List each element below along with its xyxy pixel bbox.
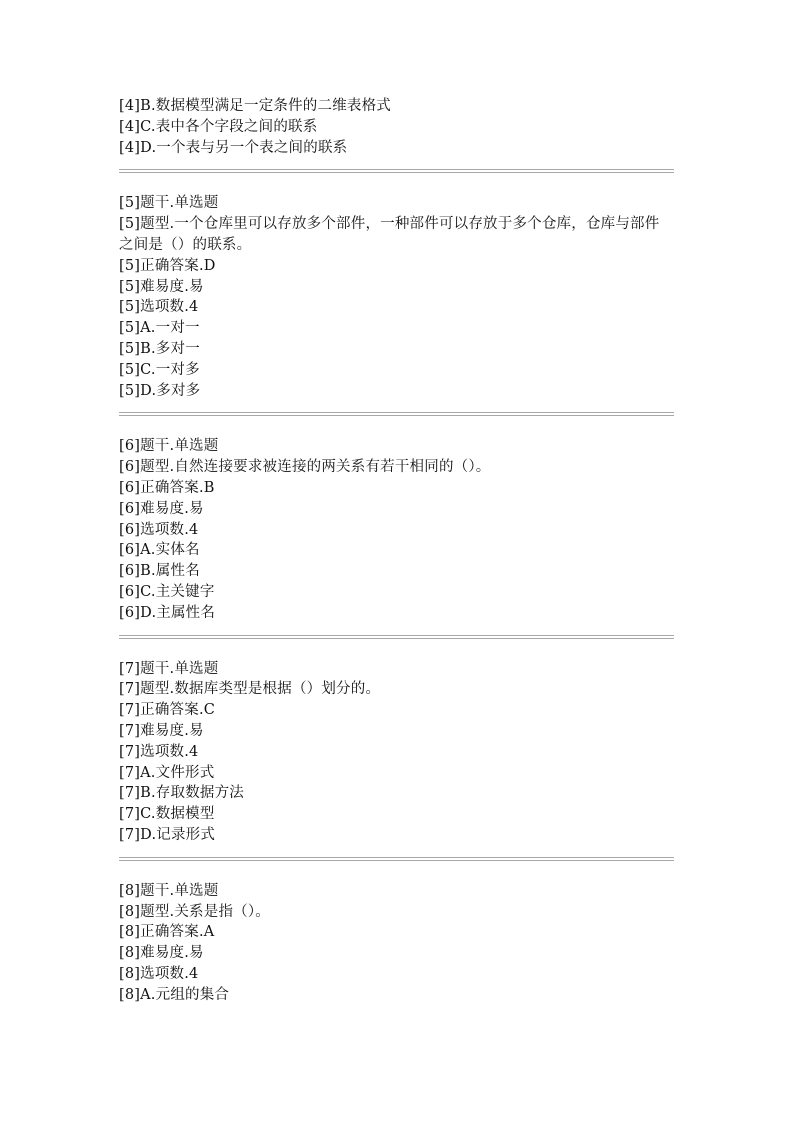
correct-answer: [8]正确答案.A — [119, 924, 215, 941]
option-d: [5]D.多对多 — [119, 382, 201, 399]
option-c: [5]C.一对多 — [119, 361, 200, 378]
option-count: [8]选项数.4 — [119, 965, 199, 982]
option-d: [6]D.主属性名 — [119, 604, 216, 621]
difficulty: [8]难易度.易 — [119, 945, 204, 962]
option-c: [7]C.数据模型 — [119, 806, 215, 823]
difficulty: [5]难易度.易 — [119, 278, 204, 295]
option-a: [7]A.文件形式 — [119, 764, 215, 781]
option-d: [7]D.记录形式 — [119, 826, 216, 843]
question-title: [6]题干.单选题 — [119, 438, 219, 455]
correct-answer: [6]正确答案.B — [119, 479, 215, 496]
option-a: [8]A.元组的集合 — [119, 986, 230, 1003]
option-b: [7]B.存取数据方法 — [119, 785, 245, 802]
option-count: [6]选项数.4 — [119, 521, 199, 538]
question-5 — [119, 193, 674, 401]
section-divider — [119, 635, 674, 639]
option-line: [4]B.数据模型满足一定条件的二维表格式 — [119, 98, 392, 114]
question-stem: [5]题型.一个仓库里可以存放多个部件，一种部件可以存放于多个仓库，仓库与部件之间是（）的联系。 — [119, 216, 660, 253]
option-count: [5]选项数.4 — [119, 299, 199, 316]
question-6 — [119, 436, 674, 623]
question-4-fragment — [119, 96, 674, 158]
question-title: [7]题干.单选题 — [119, 660, 219, 677]
question-8 — [119, 881, 674, 1006]
question-7 — [119, 659, 674, 846]
question-stem: [7]题型.数据库类型是根据（）划分的。 — [119, 681, 381, 698]
option-count: [7]选项数.4 — [119, 743, 199, 760]
option-a: [5]A.一对一 — [119, 320, 200, 337]
section-divider — [119, 412, 674, 416]
option-line: [4]C.表中各个字段之间的联系 — [119, 118, 318, 135]
question-title: [8]题干.单选题 — [119, 882, 219, 899]
option-a: [6]A.实体名 — [119, 542, 200, 559]
question-title: [5]题干.单选题 — [119, 195, 219, 212]
section-divider — [119, 169, 674, 173]
option-line: [4]D.一个表与另一个表之间的联系 — [119, 139, 348, 156]
option-b: [5]B.多对一 — [119, 340, 200, 357]
option-b: [6]B.属性名 — [119, 563, 200, 580]
section-divider — [119, 857, 674, 861]
difficulty: [6]难易度.易 — [119, 500, 204, 517]
question-stem: [8]题型.关系是指（）。 — [119, 903, 270, 920]
difficulty: [7]难易度.易 — [119, 722, 204, 739]
correct-answer: [5]正确答案.D — [119, 257, 216, 274]
correct-answer: [7]正确答案.C — [119, 702, 216, 719]
question-stem: [6]题型.自然连接要求被连接的两关系有若干相同的（）。 — [119, 459, 491, 476]
option-c: [6]C.主关键字 — [119, 583, 215, 600]
document-page — [119, 96, 674, 1005]
